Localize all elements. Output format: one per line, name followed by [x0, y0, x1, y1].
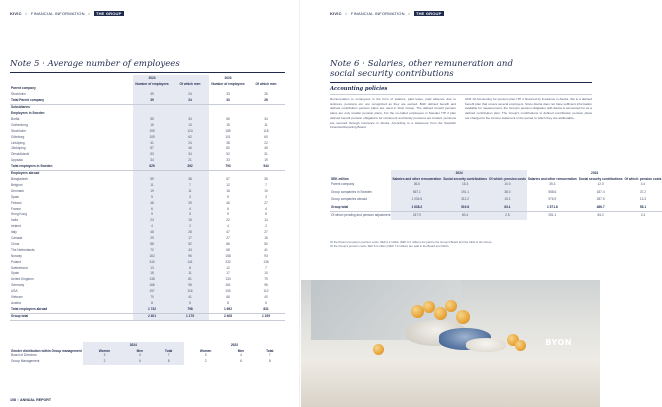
row-label: Germany [11, 283, 25, 288]
cell-value: 2.4 [640, 213, 646, 218]
gender-col: Men [237, 348, 245, 353]
cell-value: 5 [171, 212, 209, 218]
header-separator: // [408, 11, 411, 16]
cell-value: 190 [225, 289, 231, 294]
cell-value: 6 [133, 207, 171, 213]
gender-col: Total [153, 348, 183, 354]
cell-value: 161 [225, 283, 231, 288]
cell-value: 18 [226, 188, 230, 193]
cell-value: 33 [226, 158, 230, 163]
gender-col: Women [199, 348, 212, 353]
row-label: Finland [11, 200, 22, 205]
cell-value: 8 [133, 301, 171, 307]
cell-value: 19 [133, 189, 171, 195]
footer-label: ANNUAL REPORT [20, 398, 52, 402]
row-label: Norway [11, 253, 22, 258]
row-label: The Netherlands [11, 247, 35, 252]
cell-value: 45 [264, 146, 268, 151]
cell-value: 2.5 [488, 212, 527, 220]
cell-value: 2 [204, 359, 207, 364]
cell-value: 16 [264, 236, 268, 241]
row-label: Italy [11, 230, 17, 235]
cell-value: 2 [83, 359, 127, 365]
cell-value: 7 [171, 183, 209, 189]
cell-value: 35 [264, 176, 268, 181]
cell-value: 1 732 [133, 307, 171, 313]
cell-value: 10.0 [488, 181, 527, 189]
cell-value: 8 [227, 301, 229, 305]
cell-value: 41 [171, 295, 209, 301]
cell-value: 17 [171, 236, 209, 242]
cell-value: 8 [268, 359, 271, 364]
cell-value: 4.4 [640, 182, 646, 187]
table-row [10, 359, 285, 365]
gender-year-2023: 2023 [230, 343, 238, 348]
gender-col: Total [266, 348, 274, 353]
cell-value: 38.0 [488, 189, 527, 197]
row-label: Switzerland [11, 265, 28, 270]
cell-value: 18 [133, 271, 171, 277]
cell-value: 3 [83, 353, 127, 359]
cell-value: 13 [171, 123, 209, 129]
cell-value: 52 [226, 152, 230, 157]
cell-value: 7 [153, 353, 183, 359]
row-label: Hong Kong [11, 212, 27, 217]
row-label: Belgium [11, 182, 23, 187]
row-label: Group total [330, 204, 391, 212]
cell-value: 22 [226, 218, 230, 223]
cell-value: 57 [226, 176, 230, 181]
sal-col: Of which: pension costs [624, 176, 662, 181]
col-header: Of which men [171, 81, 209, 87]
cell-value: 13 [133, 266, 171, 272]
row-label: China [11, 241, 20, 246]
cell-value: 34 [171, 117, 209, 123]
cell-value: 5 [265, 301, 267, 305]
section-label: FINANCIAL INFORMATION [30, 11, 85, 16]
cell-value: 16 [133, 123, 171, 129]
cell-value: 48 [133, 201, 171, 207]
cell-value: 29 [171, 201, 209, 207]
cell-value: 191.1 [442, 189, 488, 197]
cell-value: 47 [226, 230, 230, 235]
cell-value: 11 [133, 183, 171, 189]
cell-value: 24 [171, 98, 209, 104]
cell-value: 16.3 [442, 181, 488, 189]
table-row [10, 313, 285, 320]
cell-value: 70 [133, 295, 171, 301]
cell-value: 7 [268, 353, 271, 358]
cell-value: 4 [227, 224, 229, 229]
cell-value: 798 [171, 307, 209, 313]
cell-value: 11 [171, 189, 209, 195]
policy-paragraph-left: Remuneration to employees in the form of salaries, paid leave, paid absence due to sickness, pensions etc. are recognized as they are earned. Both defined benefit and defined contribution pension plans are used in Kivic Group. The defined benefit pension plans are only smaller pension plans. For the so-called employees in Sweden ITP 2 plan defined benefit pension obligations for retirement and family pensions are funded, pensions are secured through insurance in Alecta. According to a statement from the Swedish Financial Reporting Board, [330, 97, 456, 130]
cell-value: 6 [240, 359, 242, 364]
cell-value: 7 [265, 182, 267, 187]
cell-value: 62 [171, 135, 209, 141]
row-label: Of which pending and pension adjustment [331, 213, 391, 218]
table-row [330, 189, 662, 197]
cell-value: 10 [264, 188, 268, 193]
cell-value: 118 [263, 128, 269, 133]
sal-col: Salaries and other remuneration [392, 176, 442, 181]
row-label: Total employees in Sweden [10, 164, 133, 170]
row-label: Poland [11, 259, 21, 264]
row-label: Group companies abroad [331, 197, 367, 202]
employees-table [10, 75, 285, 321]
cell-value: 26 [247, 98, 285, 104]
cell-value: 3 [171, 195, 209, 201]
row-label: Vietnam [11, 295, 23, 300]
cell-value: 22 [264, 140, 268, 145]
col-year-2023: 2023 [224, 76, 232, 81]
cell-value: 1 692 [209, 307, 247, 313]
cell-value: 55.1 [624, 204, 662, 212]
cell-value: 2 [265, 224, 267, 229]
brand-label: KIVIC [10, 11, 22, 16]
table-row [330, 196, 662, 204]
cell-value: 187.4 [596, 189, 605, 194]
cell-value: 17 [226, 271, 230, 276]
lemon [515, 340, 526, 351]
cell-value: 8 [153, 359, 183, 365]
cell-value: 1 175 [171, 313, 209, 320]
right-running-header [330, 11, 444, 16]
photo-table [301, 358, 600, 407]
cell-value: 4 [265, 206, 267, 211]
cell-value: 80.4 [442, 212, 488, 220]
cell-value: 60 [264, 134, 268, 139]
cell-value: 27 [264, 230, 268, 235]
row-label: Gothenburg [11, 122, 28, 127]
cell-value: 27 [226, 236, 230, 241]
table-row [330, 212, 662, 220]
cell-value: 141 [171, 260, 209, 266]
cell-value: 544 [247, 164, 285, 170]
accounting-policies-heading: Accounting policies [330, 86, 388, 92]
cell-value: 5 [133, 195, 171, 201]
cell-value: 558.6 [548, 189, 557, 194]
lemon [445, 300, 457, 312]
cell-value: 72 [133, 248, 171, 254]
cell-value: 38 [226, 140, 230, 145]
cell-value: 185 [225, 128, 231, 133]
group-tag: THE GROUP [95, 11, 122, 16]
note-line: Of the Parent company's pension costs, SEK 0.3 million (SEK 0.2 million) are paid to the Group's Board and the CEO of the Group. [330, 240, 493, 244]
salaries-table [330, 170, 662, 220]
cell-value: 34 [264, 116, 268, 121]
row-label: Board of Directors [11, 353, 37, 358]
row-label: Group companies in Sweden [331, 189, 372, 194]
cell-value: 7 [265, 265, 267, 270]
cell-value: 12 [226, 182, 230, 187]
cell-value: 15 [171, 218, 209, 224]
cell-value: 50 [264, 241, 268, 246]
col-header: Number of employees [133, 81, 171, 87]
cell-value: 56 [226, 116, 230, 121]
cell-value: 392 [171, 164, 209, 170]
group-tag: THE GROUP [415, 11, 442, 16]
page-number: 108 [10, 398, 16, 402]
cell-value: 26 [264, 92, 268, 97]
note-line: Of the Group's pension costs, SEK 6.0 million (SEK 7.9 million) are paid to the Board and CEOs. [330, 244, 450, 248]
sal-col: Social security contributions [578, 176, 623, 181]
col-header: Of which men [255, 81, 277, 86]
title-rule [10, 72, 285, 73]
cell-value: 43 [171, 248, 209, 254]
cell-value: 68 [226, 247, 230, 252]
row-label: Group total [10, 313, 133, 320]
row-label: Canada [11, 236, 23, 241]
row-label: Austria [11, 301, 21, 305]
row-label: United Kingdom [11, 277, 34, 282]
cell-value: 112 [263, 289, 269, 294]
cell-value: 13.3 [639, 197, 647, 202]
gender-col: Men [126, 348, 153, 354]
left-page [0, 0, 300, 407]
cell-value: 12 [226, 265, 230, 270]
row-label: Parent company [331, 182, 355, 187]
cell-value: 9 [133, 212, 171, 218]
cell-value: 2 [171, 224, 209, 230]
cell-value: 138 [133, 277, 171, 283]
cell-value: 24 [133, 218, 171, 224]
cell-value: 240 [133, 260, 171, 266]
cell-value: 136 [263, 259, 269, 264]
row-label: USA [11, 289, 18, 294]
row-label: Group Management [11, 359, 40, 364]
title-rule [330, 82, 592, 83]
row-label: France [11, 206, 21, 211]
table-row [330, 181, 662, 189]
cell-value: 4 [240, 353, 242, 358]
gender-year-2024: 2024 [83, 342, 184, 348]
cell-value: 199 [133, 129, 171, 135]
cell-value: 37.2 [639, 189, 647, 194]
header-separator: // [24, 11, 28, 16]
cell-value: 81 [171, 277, 209, 283]
cell-value: 3 [265, 194, 267, 199]
cell-value: 11 [171, 271, 209, 277]
cell-value: 6 [126, 359, 153, 365]
cell-value: 10 [264, 271, 268, 276]
byon-logo: BYON [545, 338, 572, 347]
cell-value: 5 [265, 212, 267, 217]
cell-value: 1 034.5 [391, 196, 442, 204]
cell-value: 166 [133, 283, 171, 289]
cell-value: 80 [226, 146, 230, 151]
cell-value: 3 [204, 353, 207, 358]
cell-value: 96 [171, 254, 209, 260]
cell-value: 232 [225, 259, 231, 264]
cell-value: 33 [226, 92, 230, 97]
col-year-2024: 2024 [133, 75, 171, 81]
row-label: Borås [11, 116, 20, 121]
gender-label: Gender distribution within Group management [11, 348, 82, 353]
cell-value: 134 [225, 277, 231, 282]
cell-value: 21 [171, 158, 209, 164]
cell-value: 63.1 [488, 204, 527, 212]
policy-paragraph-right: UFR 10 Accounting for pension plan ITP 2 financed by insurance in Alecta, this is a defined benefit plan that covers several employers. Since Alecta does not have sufficient information available for measurement, the Group's pension obligation with Alecta is accounted for as a defined contribution plan. The Group's contributions to defined contribution pension plans are charged to the income statement in the period to which they are attributable. [465, 97, 592, 120]
cell-value: 86 [226, 241, 230, 246]
left-running-header [10, 11, 124, 16]
cell-value: 8 [171, 266, 209, 272]
row-label: Parent company [11, 86, 36, 91]
kitchen-photo [301, 280, 600, 407]
cell-value: 93 [264, 253, 268, 258]
lemon [373, 344, 384, 355]
cell-value: 793 [209, 164, 247, 170]
section-label: FINANCIAL INFORMATION [350, 11, 405, 16]
cell-value: 39 [133, 98, 171, 104]
cell-value: 38 [171, 177, 209, 183]
cell-value: 41 [264, 247, 268, 252]
cell-value: 39 [133, 92, 171, 98]
cell-value: 95 [264, 283, 268, 288]
cell-value: 1 638.2 [391, 204, 442, 212]
cell-value: 36.6 [391, 181, 442, 189]
cell-value: 19 [264, 158, 268, 163]
row-label: Ireland [11, 224, 21, 229]
subhead-rule [330, 94, 592, 95]
brand-label: KIVIC [330, 11, 342, 16]
cell-value: 831 [247, 307, 285, 313]
cell-value: 46 [171, 146, 209, 152]
cell-value: 4 [126, 353, 153, 359]
header-separator: // [88, 11, 91, 16]
cell-value: 34 [171, 152, 209, 158]
cell-value: 84.2 [597, 213, 604, 218]
row-label: Stockholm [11, 128, 26, 133]
cell-value: 567.1 [391, 189, 442, 197]
cell-value: 87 [133, 146, 171, 152]
row-label: Denmark [11, 188, 24, 193]
cell-value: 33 [209, 98, 247, 104]
cell-value: 46 [226, 200, 230, 205]
cell-value: 27 [264, 200, 268, 205]
cell-value: 12.0 [597, 182, 604, 187]
sal-year-2024: 2024 [391, 170, 526, 176]
row-label: Spain [11, 194, 20, 199]
cell-value: 105 [133, 135, 171, 141]
note5-title: Note 5 · Average number of employees [10, 59, 180, 69]
sal-col: Social security contributions [443, 176, 488, 181]
cell-value: 24 [171, 141, 209, 147]
sal-col: Salaries and other remuneration [527, 176, 577, 181]
cell-value: 34 [133, 158, 171, 164]
cell-value: 247.9 [391, 212, 442, 220]
cell-value: 40 [264, 295, 268, 300]
cell-value: 15 [226, 122, 230, 127]
cell-value: 4 [133, 224, 171, 230]
row-label: Uppsala [11, 158, 23, 163]
cell-value: 59 [133, 177, 171, 183]
col-header: Number of employees [211, 81, 245, 86]
gender-table [10, 342, 285, 365]
cell-value: 14 [264, 218, 268, 223]
cell-value: 629 [133, 164, 171, 170]
cell-value: 101 [225, 134, 231, 139]
cell-value: 52 [171, 242, 209, 248]
row-label: Total employees abroad [10, 307, 133, 313]
row-label: Örnsköldsvik [11, 152, 30, 157]
row-label: Employees in Sweden [11, 111, 45, 115]
row-label: Total Parent company [10, 98, 133, 104]
cell-value: 9 [227, 212, 229, 217]
lemon [456, 310, 470, 324]
cell-value: 2 401 [133, 313, 171, 320]
row-label: Spain [11, 271, 20, 276]
cell-value: 88 [133, 242, 171, 248]
header-separator: // [344, 11, 348, 16]
row-label: Linköping [11, 140, 25, 145]
cell-value: 5 [171, 301, 209, 307]
note6-title-line1: Note 6 · Salaries, other remuneration and [330, 59, 513, 69]
cell-value: 28 [171, 230, 209, 236]
cell-value: 24 [171, 92, 209, 98]
cell-value: 35.3 [549, 182, 556, 187]
cell-value: 162 [133, 254, 171, 260]
unit-label: SEK million [331, 176, 349, 181]
note6-title-line2: social security contributions [330, 69, 454, 79]
cell-value: 251.1 [548, 213, 557, 218]
cell-value: 2 408 [209, 313, 247, 320]
cell-value: 5 [227, 194, 229, 199]
cell-value: 486.7 [578, 204, 624, 212]
cell-value: 29 [133, 236, 171, 242]
cell-value: 98 [171, 283, 209, 289]
row-label: Bangladesh [11, 176, 28, 181]
salary-notes [330, 240, 592, 248]
cell-value: 1 199 [247, 313, 285, 320]
cell-value: 519.6 [442, 204, 488, 212]
cell-value: 124 [171, 129, 209, 135]
cell-value: 79 [264, 277, 268, 282]
sal-year-2023: 2023 [591, 171, 599, 176]
cell-value: 1 571.8 [527, 204, 578, 212]
cell-value: 15.1 [488, 196, 527, 204]
row-label: Subsidiaries [11, 105, 30, 110]
row-label: Jönköping [11, 146, 26, 151]
row-label: India [11, 218, 18, 223]
cell-value: 287.5 [596, 197, 605, 202]
cell-value: 312.2 [442, 196, 488, 204]
cell-value: 53 [133, 152, 171, 158]
row-label: Göteborg [11, 134, 25, 139]
cell-value: 158 [225, 253, 231, 258]
small-bowl [466, 338, 506, 352]
gender-col: Women [83, 348, 127, 354]
cell-value: 116 [171, 289, 209, 295]
row-label: Employees abroad [11, 171, 40, 176]
row-label: Stockholm [11, 92, 26, 97]
cell-value: 6 [227, 206, 229, 211]
left-footer: 108 // ANNUAL REPORT [10, 398, 52, 402]
cell-value: 31 [264, 152, 268, 157]
cell-value: 197 [133, 289, 171, 295]
cell-value: 48 [133, 230, 171, 236]
cell-value: 11 [264, 122, 268, 127]
cell-value: 976.9 [548, 197, 557, 202]
table-row [330, 204, 662, 212]
cell-value: 4 [171, 207, 209, 213]
sal-col: Of which: pension costs [489, 176, 526, 181]
cell-value: 55 [133, 117, 171, 123]
cell-value: 41 [133, 141, 171, 147]
cell-value: 68 [226, 295, 230, 300]
